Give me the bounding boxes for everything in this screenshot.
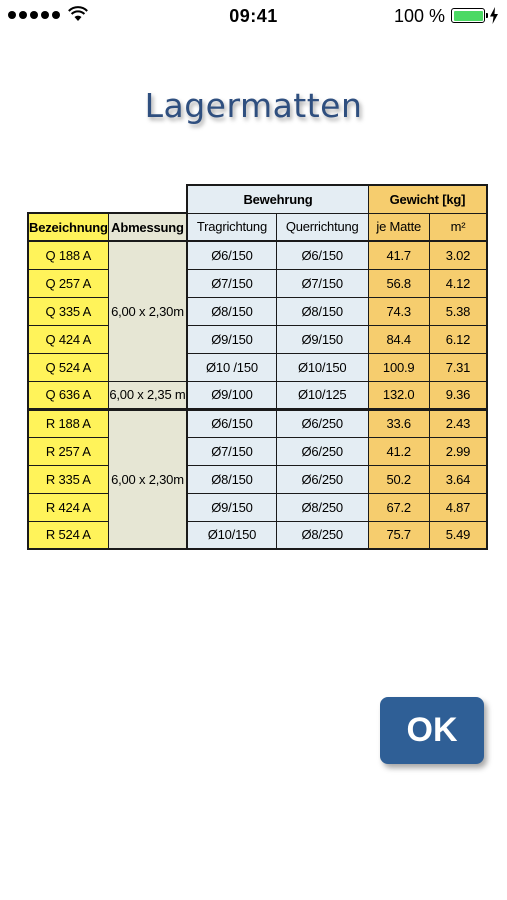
cell-je-matte: 74.3 xyxy=(368,297,429,325)
column-header-je-matte: je Matte xyxy=(368,213,429,241)
cell-m2: 5.49 xyxy=(429,521,487,549)
table-row xyxy=(28,409,487,437)
table-group-header-row xyxy=(28,185,487,213)
battery-fill xyxy=(454,11,483,21)
cell-bezeichnung: R 335 A xyxy=(28,465,108,493)
cell-abmessung: 6,00 x 2,30m xyxy=(108,409,187,549)
cell-querrichtung: Ø9/150 xyxy=(276,325,368,353)
table-row xyxy=(28,493,487,521)
cell-querrichtung: Ø6/250 xyxy=(276,465,368,493)
cell-je-matte: 67.2 xyxy=(368,493,429,521)
table-row xyxy=(28,269,487,297)
cell-tragrichtung: Ø6/150 xyxy=(187,409,276,437)
cell-je-matte: 84.4 xyxy=(368,325,429,353)
cell-bezeichnung: R 524 A xyxy=(28,521,108,549)
table-row xyxy=(28,521,487,549)
cell-je-matte: 33.6 xyxy=(368,409,429,437)
cell-je-matte: 50.2 xyxy=(368,465,429,493)
cell-je-matte: 41.2 xyxy=(368,437,429,465)
status-time: 09:41 xyxy=(229,6,278,26)
cell-bezeichnung: Q 188 A xyxy=(28,241,108,269)
cell-m2: 3.64 xyxy=(429,465,487,493)
table-row xyxy=(28,241,487,269)
cell-je-matte: 41.7 xyxy=(368,241,429,269)
cell-m2: 3.02 xyxy=(429,241,487,269)
cell-bezeichnung: Q 335 A xyxy=(28,297,108,325)
cell-tragrichtung: Ø7/150 xyxy=(187,437,276,465)
cell-m2: 7.31 xyxy=(429,353,487,381)
cell-abmessung: 6,00 x 2,35 m xyxy=(108,381,187,409)
cell-abmessung: 6,00 x 2,30m xyxy=(108,241,187,381)
cell-m2: 4.87 xyxy=(429,493,487,521)
cell-bezeichnung: Q 257 A xyxy=(28,269,108,297)
cell-querrichtung: Ø8/150 xyxy=(276,297,368,325)
cell-querrichtung: Ø6/250 xyxy=(276,409,368,437)
group-header-bewehrung: Bewehrung xyxy=(187,185,368,213)
table-row xyxy=(28,381,487,409)
table-row xyxy=(28,353,487,381)
table-row xyxy=(28,325,487,353)
column-header-m2: m² xyxy=(429,213,487,241)
column-header-bezeichnung: Bezeichnung xyxy=(28,213,108,241)
cell-tragrichtung: Ø10/150 xyxy=(187,521,276,549)
cell-tragrichtung: Ø9/150 xyxy=(187,325,276,353)
column-header-tragrichtung: Tragrichtung xyxy=(187,213,276,241)
cell-m2: 2.99 xyxy=(429,437,487,465)
table-row xyxy=(28,465,487,493)
cell-querrichtung: Ø6/250 xyxy=(276,437,368,465)
group-header-gewicht: Gewicht [kg] xyxy=(368,185,487,213)
cell-m2: 9.36 xyxy=(429,381,487,409)
cell-bezeichnung: R 257 A xyxy=(28,437,108,465)
table-row xyxy=(28,297,487,325)
cell-bezeichnung: R 424 A xyxy=(28,493,108,521)
cell-m2: 5.38 xyxy=(429,297,487,325)
cell-tragrichtung: Ø8/150 xyxy=(187,465,276,493)
cell-querrichtung: Ø8/250 xyxy=(276,521,368,549)
cell-je-matte: 132.0 xyxy=(368,381,429,409)
cell-tragrichtung: Ø7/150 xyxy=(187,269,276,297)
battery-icon xyxy=(451,8,485,23)
table-column-header-row xyxy=(28,213,487,241)
cell-je-matte: 100.9 xyxy=(368,353,429,381)
cell-m2: 2.43 xyxy=(429,409,487,437)
cell-querrichtung: Ø6/150 xyxy=(276,241,368,269)
cell-bezeichnung: R 188 A xyxy=(28,409,108,437)
cell-querrichtung: Ø7/150 xyxy=(276,269,368,297)
battery-percent: 100 % xyxy=(393,6,445,26)
cell-tragrichtung: Ø8/150 xyxy=(187,297,276,325)
cell-tragrichtung: Ø9/100 xyxy=(187,381,276,409)
ok-button[interactable]: OK xyxy=(380,697,484,764)
cell-m2: 4.12 xyxy=(429,269,487,297)
cell-querrichtung: Ø8/250 xyxy=(276,493,368,521)
cell-tragrichtung: Ø10 /150 xyxy=(187,353,276,381)
status-bar xyxy=(0,0,507,34)
column-header-querrichtung: Querrichtung xyxy=(276,213,368,241)
charging-bolt-icon xyxy=(489,7,499,24)
column-header-abmessung: Abmessung xyxy=(108,213,187,241)
page-title: Lagermatten xyxy=(144,86,363,125)
cell-je-matte: 75.7 xyxy=(368,521,429,549)
table-row xyxy=(28,437,487,465)
cell-bezeichnung: Q 636 A xyxy=(28,381,108,409)
cell-bezeichnung: Q 424 A xyxy=(28,325,108,353)
cell-querrichtung: Ø10/150 xyxy=(276,353,368,381)
cell-bezeichnung: Q 524 A xyxy=(28,353,108,381)
cell-tragrichtung: Ø6/150 xyxy=(187,241,276,269)
cell-je-matte: 56.8 xyxy=(368,269,429,297)
cell-tragrichtung: Ø9/150 xyxy=(187,493,276,521)
cell-m2: 6.12 xyxy=(429,325,487,353)
lagermatten-table xyxy=(27,184,488,550)
cell-querrichtung: Ø10/125 xyxy=(276,381,368,409)
